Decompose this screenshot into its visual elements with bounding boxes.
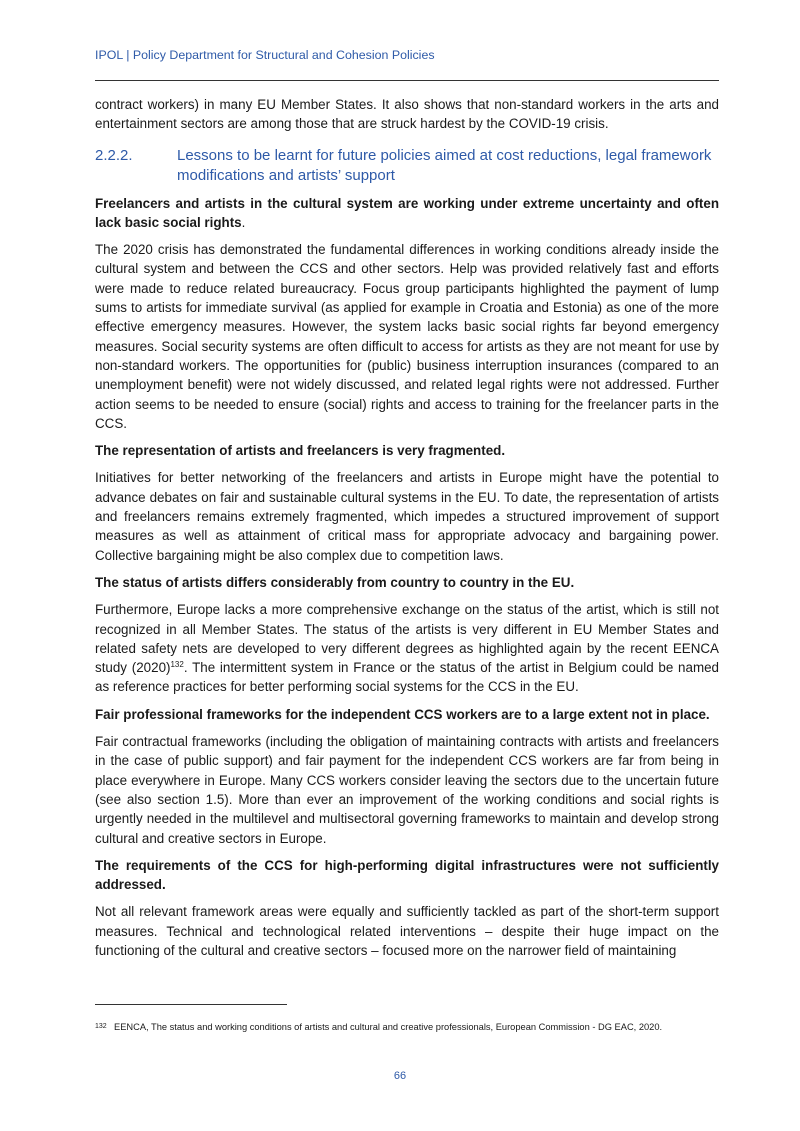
subheading-1-period: . [241, 214, 246, 230]
header-divider [95, 80, 719, 81]
paragraph-1: The 2020 crisis has demonstrated the fundamental differences in working conditions already inside the cultural system and between the CCS and other sectors. Help was provided relatively fast and efforts were made to reduce related bureaucracy. Focus group participants highlighted the payment of lump sums to artists for immediate survival (as applied for example in Croatia and Estonia) as one of the more effective emergency measures. However, the system lacks basic social rights far beyond emergency measures. Social security systems are often difficult to access for artists as they are not meant for use by non-standard workers. The opportunities for (public) business interruption insurances (compared to an unemployment benefit) were not widely discussed, and related legal rights were not addressed. Further action seems to be needed to ensure (social) rights and access to training for the freelancer parts in the CCS. [95, 242, 719, 431]
running-header: IPOL | Policy Department for Structural and Cohesion Policies [95, 48, 435, 62]
intro-paragraph: contract workers) in many EU Member States. It also shows that non-standard workers in the arts and entertainment sectors are among those that are struck hardest by the COVID-19 crisis. [95, 97, 719, 132]
subheading-1 [95, 194, 719, 233]
section-number: 2.2.2. [95, 146, 133, 164]
subheading-4: Fair professional frameworks for the independent CCS workers are to a large extent not in place. [95, 706, 710, 722]
subheading-5: The requirements of the CCS for high-performing digital infrastructures were not sufficiently addressed. [95, 857, 719, 893]
footnote [95, 1021, 719, 1033]
footnote-reference[interactable]: 132 [170, 660, 184, 670]
subheading-3: The status of artists differs considerably from country to country in the EU. [95, 574, 575, 590]
paragraph-3 [95, 600, 719, 696]
paragraph-4: Fair contractual frameworks (including the obligation of maintaining contracts with artists and freelancers in the case of public support) and fair payment for the independent CCS workers are far from being in place everywhere in Europe. Many CCS workers consider leaving the sectors due to the uncertain future (see also section 1.5). More than ever an improvement of the working conditions and social rights is urgently needed in the multilevel and multisectoral governing frameworks to maintain and develop strong cultural and creative sectors in Europe. [95, 734, 719, 846]
section-title: Lessons to be learnt for future policies aimed at cost reductions, legal framework modifications and artists’ support [177, 146, 712, 184]
section-heading [95, 146, 719, 186]
body-content [95, 95, 719, 968]
paragraph-3-text-b: . The intermittent system in France or the status of the artist in Belgium could be named as reference practices for better performing social systems for the CCS in the EU. [95, 660, 720, 695]
paragraph-3-text-a: Furthermore, Europe lacks a more comprehensive exchange on the status of the artist, which is still not recognized in all Member States. The status of the artists is very different in EU Member States and related safety nets are developed to very different degrees as highlighted again by the recent EENCA study (2020) [95, 602, 719, 676]
paragraph-2: Initiatives for better networking of the freelancers and artists in Europe might have the potential to advance debates on fair and sustainable cultural systems in the EU. To date, the representation of artists and freelancers remains extremely fragmented, which impedes a structured improvement of support measures as well as attainment of critical mass for appropriate advocacy and bargaining power. Collective bargaining might be also complex due to competition laws. [95, 470, 719, 563]
subheading-2: The representation of artists and freelancers is very fragmented. [95, 443, 506, 459]
page-number: 66 [393, 1070, 407, 1082]
footnote-divider [95, 1004, 287, 1005]
subheading-1-text: Freelancers and artists in the cultural system are working under extreme uncertainty and often lack basic social rights [95, 195, 719, 230]
footnote-text: EENCA, The status and working conditions of artists and cultural and creative professionals, European Commission - DG EAC, 2020. [114, 1022, 663, 1032]
paragraph-5: Not all relevant framework areas were equally and sufficiently tackled as part of the short-term support measures. Technical and technological related interventions – despite their huge impact on the functioning of the cultural and creative sectors – focused more on the narrower field of maintaining [95, 904, 719, 958]
footnote-marker: 132 [95, 1023, 107, 1030]
